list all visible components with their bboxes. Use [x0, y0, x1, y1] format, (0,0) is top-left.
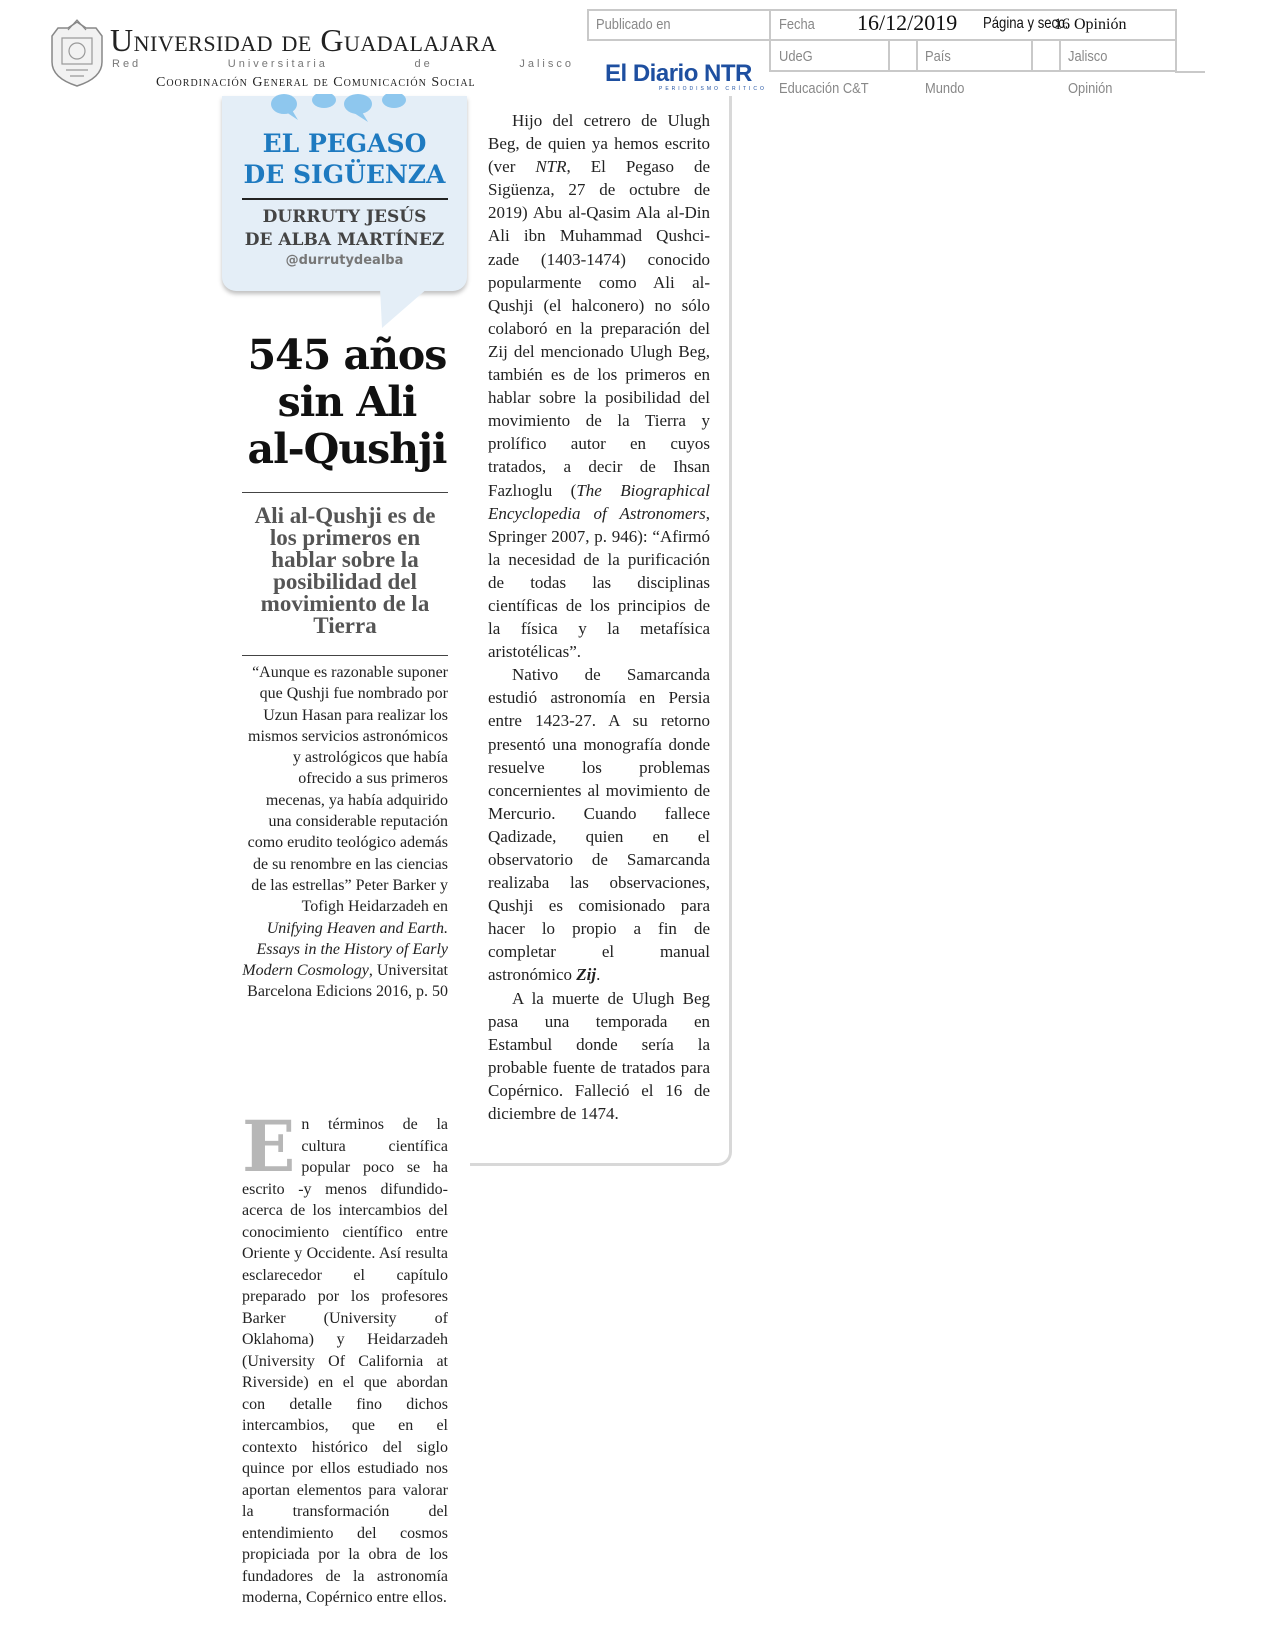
cell-divider — [888, 41, 890, 71]
paragraph-text: n términos de la cultura científica popular poco se ha escrito -y menos difundido- acerca de los intercambios del conocimiento científico entre Oriente y Occidente. Así resulta esclarecedor el capítulo preparado por los profesores Barker (University of Oklahoma) y Heidarzadeh (University Of California at Riverside) en el que abordan con detalle fino dichos intercambios, que en el contexto histórico del siglo quince por ellos estudiado nos aportan elementos para valorar la transformación del entendimiento del cosmos propiciada por la obra de los fundadores de la astronomía moderna, Copérnico entre ellos. — [242, 1116, 448, 1606]
headline — [236, 332, 458, 473]
university-seal-icon — [46, 18, 108, 88]
author-handle: @durrutydealba — [285, 253, 404, 268]
paragraph-text: , El Pegaso de Sigüenza, 27 de octubre de 2019) Abu al-Qasim Ala al-Din Ali ibn Muhammad Qushci-zade (1403-1474) conocido popularmente como Ali al-Qushji (el halconero) no sólo colaboró en la preparación del Zij del mencionado Ulugh Beg, también es de los primeros en hablar sobre la posibilidad del movimiento de la Tierra y prolífico autor en cuyos tratados, a decir de Ihsan Fazlıoglu ( — [488, 157, 710, 500]
column-title — [222, 128, 467, 190]
cell-divider — [1031, 41, 1033, 71]
cell-divider — [1059, 41, 1061, 71]
paragraph-text: . — [596, 965, 601, 985]
category-educacion: Educación C&T — [779, 80, 869, 97]
newspaper-name: NTR — [535, 157, 567, 177]
paragraph-text: , Springer 2007, p. 946): “Afirmó la necesidad de la purificación de todas las disciplinas científicas de los principios de la física y la metafísica aristotélicas”. — [488, 503, 710, 662]
cell-divider — [916, 41, 918, 71]
category-udeg: UdeG — [779, 48, 813, 65]
author-line1: DURRUTY JESÚS — [262, 207, 427, 227]
epigraph-quote — [242, 662, 448, 1003]
paragraph-text: Nativo de Samarcanda estudió astronomía en Persia entre 1423-27. A su retorno presentó una monografía donde resuelve los problemas concernientes al movimiento de Mercurio. Cuando fallece Qadizade, quien en el observatorio de Samarcanda realizaba las observaciones, Qushji es comisionado para hacer lo propio a fin de completar el manual astronómico — [488, 665, 710, 985]
newspaper-tagline: PERIODISMO CRÍTICO — [659, 86, 767, 92]
paragraph — [488, 663, 710, 986]
coordination-title: Coordinación General de Comunicación Social — [156, 75, 476, 90]
column-title-line2: DE SIGÜENZA — [243, 160, 446, 189]
university-name: Universidad de Guadalajara — [110, 22, 497, 58]
page-section-label: Página y secc. — [983, 15, 1069, 32]
author-line2: DE ALBA MARTÍNEZ — [244, 230, 445, 250]
categories-row — [769, 39, 1177, 72]
newspaper-logo — [605, 60, 789, 90]
university-network: Red Universitaria de Jalisco — [112, 58, 574, 70]
quote-text: “Aunque es razonable suponer que Qushji fue nombrado por Uzun Hasan para realizar los mismos servicios astronómicos y astrológicos que había ofrecido a sus primeros mecenas, ya había adquirido una considerable reputación como erudito teológico además de su renombre en las ciencias de las estrellas” — [247, 664, 448, 894]
drop-cap: E — [242, 1105, 296, 1188]
headline-line3: al-Qushji — [247, 425, 447, 473]
paragraph — [488, 109, 710, 663]
divider — [242, 655, 448, 656]
date-value: 16/12/2019 — [857, 10, 958, 35]
article-body-left — [242, 1105, 448, 1609]
quote-book-title: Unifying Heaven and Earth. Essays in the History of Early Modern Cosmology — [242, 919, 448, 980]
page-section-value: 16 Opinión — [1054, 16, 1127, 33]
date-label: Fecha — [779, 16, 815, 33]
published-in-label: Publicado en — [596, 16, 671, 33]
paragraph — [242, 1105, 448, 1609]
headline-line2: sin Ali — [277, 378, 417, 426]
divider — [242, 492, 448, 493]
category-opinion: Opinión — [1068, 80, 1113, 97]
category-mundo: Mundo — [925, 80, 965, 97]
category-pais: País — [925, 48, 951, 65]
speech-balloons-icon — [262, 94, 412, 124]
column-author — [222, 206, 467, 252]
column-title-line1: EL PEGASO — [262, 129, 427, 158]
bubble-tail — [380, 288, 428, 328]
deck-subheadline: Ali al-Qushji es de los primeros en hablar sobre la posibilidad del movimiento de la Tierra — [254, 503, 436, 638]
paragraph — [488, 987, 710, 1126]
paragraph-text: Hijo del cetrero de Ulugh Beg, de quien ya hemos escrito (ver — [488, 111, 710, 177]
row-extension — [1175, 71, 1205, 73]
category-jalisco: Jalisco — [1068, 48, 1108, 65]
article-body-right — [488, 109, 710, 1125]
divider — [242, 198, 448, 200]
book-title: The Biographical Encyclopedia of Astronomers — [488, 480, 710, 523]
newspaper-logo-text: El Diario NTR — [605, 60, 752, 87]
quote-publisher: , Universitat Barcelona Edicions 2016, p. 50 — [247, 962, 448, 1001]
quote-attribution: Peter Barker y Tofigh Heidarzadeh en — [301, 876, 448, 916]
paragraph-text: A la muerte de Ulugh Beg pasa una temporada en Estambul donde sería la probable fuente de tratados para Copérnico. Falleció el 16 de diciembre de 1474. — [488, 988, 710, 1124]
zij-term: Zij — [576, 965, 597, 985]
headline-line1: 545 años — [247, 331, 447, 379]
